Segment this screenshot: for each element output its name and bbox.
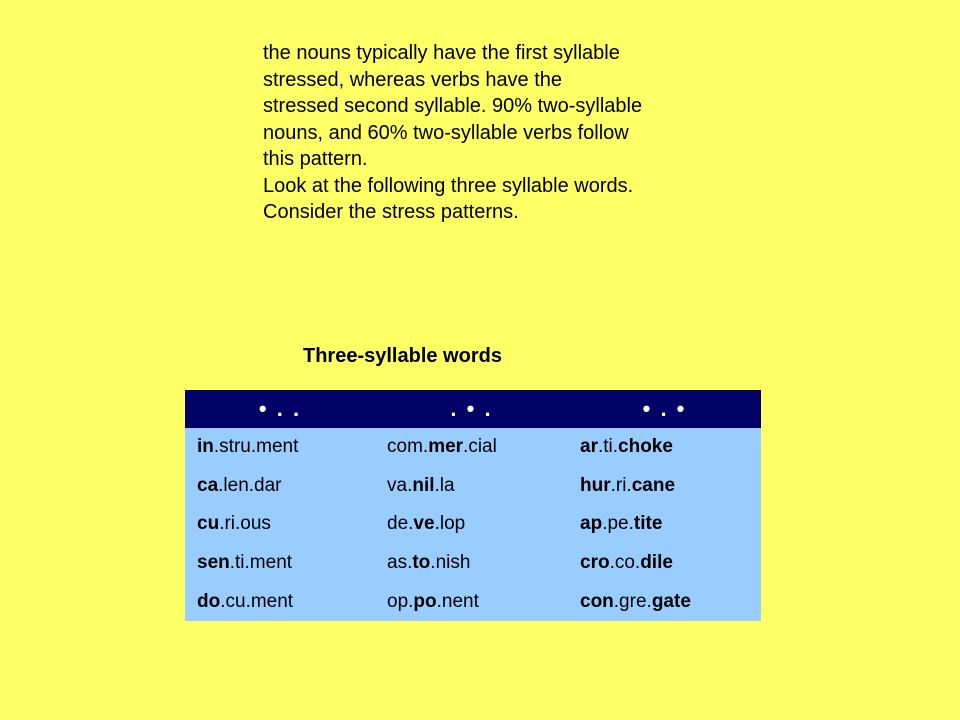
table-row: [185, 582, 761, 621]
unstressed-syllable: .gre.: [613, 590, 652, 612]
unstressed-syllable: .nent: [436, 590, 479, 612]
stressed-syllable: cu: [197, 513, 220, 535]
word-cell: [375, 428, 568, 467]
stressed-syllable: nil: [412, 474, 435, 496]
table-row: [185, 544, 761, 583]
unstressed-syllable: .co.: [609, 552, 641, 574]
unstressed-syllable: op.: [387, 590, 414, 612]
word-cell: [185, 428, 375, 467]
unstressed-syllable: com.: [387, 436, 429, 458]
table-row: [185, 428, 761, 467]
word-rows: [185, 428, 761, 621]
header-stress-pattern-2: . • .: [450, 396, 493, 421]
table-row: [185, 467, 761, 506]
word-cell: [185, 544, 375, 583]
word-cell: [185, 467, 375, 506]
unstressed-syllable: .pe.: [602, 513, 634, 535]
word-cell: [568, 428, 761, 467]
intro-text: [263, 40, 643, 226]
unstressed-syllable: .cial: [463, 436, 497, 458]
word-cell: [375, 582, 568, 621]
table-row: [185, 505, 761, 544]
word-cell: [568, 582, 761, 621]
unstressed-syllable: .len.dar: [218, 474, 282, 496]
unstressed-syllable: as.: [387, 552, 413, 574]
intro-paragraph-1: the nouns typically have the first syllable stressed, whereas verbs have the stressed second syllable. 90% two-syllable nouns, and 60% two-syllable verbs follow this pattern.: [263, 42, 643, 170]
stressed-syllable: mer: [428, 436, 464, 458]
stressed-syllable: dile: [640, 552, 673, 574]
word-cell: [375, 467, 568, 506]
unstressed-syllable: .nish: [430, 552, 471, 574]
stressed-syllable: sen: [197, 552, 230, 574]
unstressed-syllable: .ti.ment: [229, 552, 293, 574]
stressed-syllable: gate: [651, 590, 691, 612]
stressed-syllable: ca: [197, 474, 219, 496]
word-cell: [568, 467, 761, 506]
intro-paragraph-2: Look at the following three syllable words. Consider the stress patterns.: [263, 174, 634, 223]
header-stress-pattern-1: • . .: [258, 396, 302, 421]
unstressed-syllable: .stru.ment: [213, 436, 299, 458]
stressed-syllable: choke: [618, 436, 673, 458]
stressed-syllable: con: [580, 590, 614, 612]
table-title: Three-syllable words: [303, 345, 502, 367]
stressed-syllable: ve: [413, 513, 435, 535]
three-syllable-table: [185, 390, 761, 621]
word-cell: [375, 505, 568, 544]
stressed-syllable: to: [412, 552, 431, 574]
word-cell: [568, 544, 761, 583]
unstressed-syllable: .ti.: [597, 436, 619, 458]
word-cell: [375, 544, 568, 583]
stressed-syllable: ar: [580, 436, 598, 458]
unstressed-syllable: .ri.ous: [219, 513, 271, 535]
unstressed-syllable: de.: [387, 513, 414, 535]
stressed-syllable: cane: [631, 474, 676, 496]
unstressed-syllable: .lop: [434, 513, 466, 535]
unstressed-syllable: va.: [387, 474, 413, 496]
unstressed-syllable: .cu.ment: [220, 590, 294, 612]
stressed-syllable: po: [413, 590, 437, 612]
header-row: [185, 390, 761, 428]
word-cell: [185, 582, 375, 621]
header-stress-pattern-3: • . •: [642, 396, 687, 421]
unstressed-syllable: .la: [434, 474, 455, 496]
unstressed-syllable: .ri.: [610, 474, 632, 496]
stressed-syllable: tite: [633, 513, 663, 535]
word-cell: [185, 505, 375, 544]
stressed-syllable: do: [197, 590, 221, 612]
stressed-syllable: cro: [580, 552, 610, 574]
word-cell: [568, 505, 761, 544]
stressed-syllable: hur: [580, 474, 611, 496]
stressed-syllable: ap: [580, 513, 603, 535]
stressed-syllable: in: [197, 436, 214, 458]
